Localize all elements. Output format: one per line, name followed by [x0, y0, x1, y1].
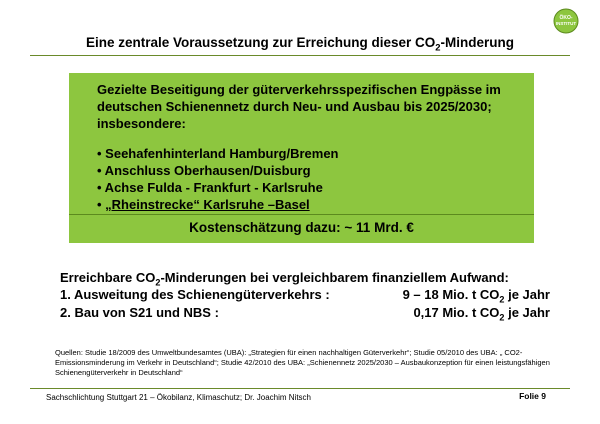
- title-text-2: -Minderung: [440, 35, 515, 50]
- footer-divider: [30, 388, 570, 389]
- bullet-prefix: •: [97, 197, 106, 212]
- reduction-value: [403, 287, 550, 305]
- reductions-heading-1: Erreichbare CO: [60, 270, 156, 285]
- reduction-value-1: 0,17 Mio. t CO: [413, 305, 500, 320]
- reduction-row: [60, 287, 550, 305]
- title-divider: [30, 55, 570, 56]
- reductions-heading-2: -Minderungen bei vergleichbarem finanziellem Aufwand:: [160, 270, 509, 285]
- bullet-item: • Achse Fulda - Frankfurt - Karlsruhe: [97, 180, 323, 195]
- rheinstrecke-link[interactable]: „Rheinstrecke“ Karlsruhe –Basel: [105, 197, 310, 212]
- reduction-value-sub: 2: [499, 294, 505, 305]
- slide-number: Folie 9: [519, 391, 546, 401]
- bullet-item-last: [97, 196, 339, 213]
- logo-text-top: ÖKO-: [559, 15, 573, 21]
- box-divider: [69, 214, 534, 215]
- reduction-value-1: 9 – 18 Mio. t CO: [402, 287, 500, 302]
- reduction-value-sub: 2: [499, 312, 505, 323]
- bullet-item: • Anschluss Oberhausen/Duisburg: [97, 163, 311, 178]
- bullet-list: [97, 145, 339, 213]
- footer-text: Sachschlichtung Stuttgart 21 – Ökobilanz, Klimaschutz; Dr. Joachim Nitsch: [46, 393, 312, 402]
- reduction-value-2: je Jahr: [504, 305, 550, 320]
- box-intro: [97, 81, 527, 132]
- reduction-row: [60, 305, 550, 323]
- reduction-value-2: je Jahr: [504, 287, 550, 302]
- box-intro-text: Gezielte Beseitigung der güterverkehrsspezifischen Engpässe im deutschen Schienennetz durch Neu- und Ausbau bis 2025/2030; insbesondere:: [97, 82, 501, 131]
- oeko-institut-logo-icon: [553, 8, 579, 34]
- logo-text-bottom: INSTITUT: [555, 21, 577, 26]
- reduction-label: 2. Bau von S21 und NBS :: [60, 305, 219, 320]
- reduction-label: 1. Ausweitung des Schienengüterverkehrs :: [60, 287, 330, 302]
- sources-note: Quellen: Studie 18/2009 des Umweltbundesamtes (UBA): „Strategien für einen nachhaltigen Güterverkehr“; Studie 05/2010 des UBA: „ CO2-Emissionsminderung im Verkehr in Deutschland“; Studie 42/2010 des UBA: „Schienennetz 2025/2030 – Ausbaukonzeption für einen leistungsfähigen Schienengüterverkehr in Deutschland“: [55, 348, 550, 377]
- slide-title: [0, 35, 600, 54]
- reductions-heading-sub: 2: [155, 277, 161, 288]
- title-subscript: 2: [435, 42, 441, 54]
- title-text-1: Eine zentrale Voraussetzung zur Erreichung dieser CO: [85, 35, 436, 50]
- reduction-value: [413, 305, 550, 323]
- cost-estimate: Kostenschätzung dazu: ~ 11 Mrd. €: [189, 220, 414, 235]
- bullet-item: • Seehafenhinterland Hamburg/Bremen: [97, 146, 339, 161]
